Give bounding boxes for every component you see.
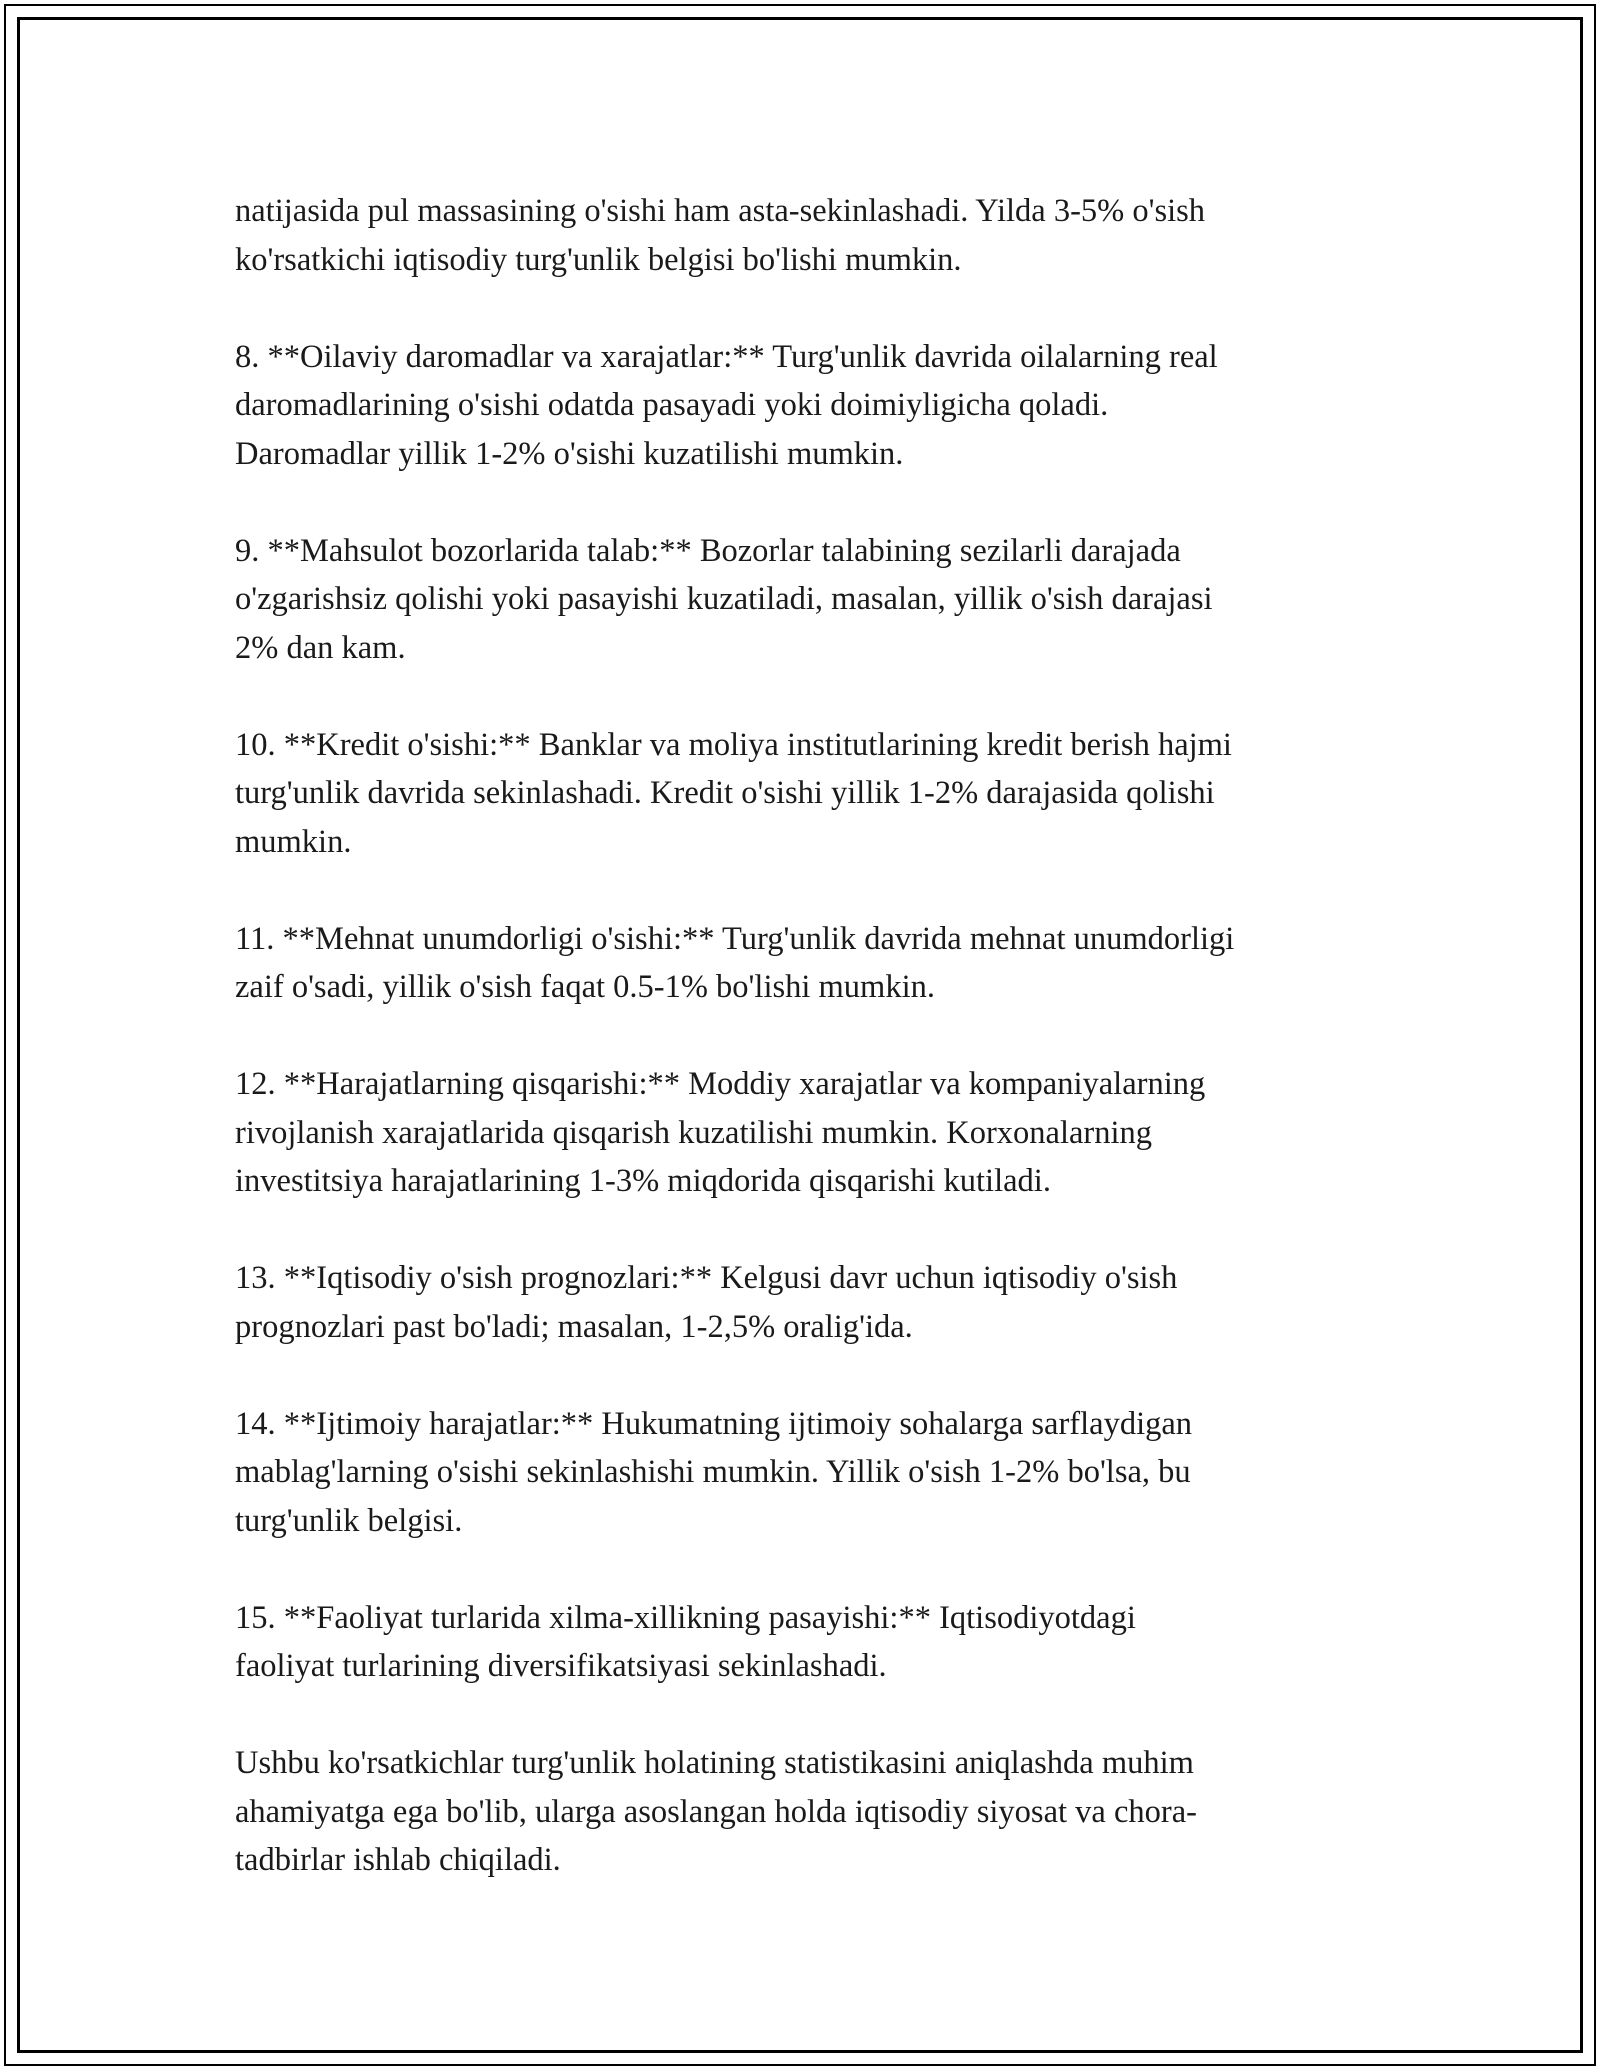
list-item-15-diversification [235, 1594, 1375, 1691]
text-line: ko'rsatkichi iqtisodiy turg'unlik belgisi bo'lishi mumkin. [235, 241, 962, 278]
text-line: 8. **Oilaviy daromadlar va xarajatlar:** Turg'unlik davrida oilalarning real [235, 338, 1218, 375]
text-line: ahamiyatga ega bo'lib, ularga asoslangan holda iqtisodiy siyosat va chora- [235, 1793, 1197, 1830]
text-line: mablag'larning o'sishi sekinlashishi mumkin. Yillik o'sish 1-2% bo'lsa, bu [235, 1454, 1191, 1490]
list-item-10-credit-growth [235, 721, 1375, 867]
text-line: tadbirlar ishlab chiqiladi. [235, 1842, 561, 1878]
text-line: zaif o'sadi, yillik o'sish faqat 0.5-1% bo'lishi mumkin. [235, 969, 935, 1005]
list-item-12-cost-reduction [235, 1060, 1375, 1206]
text-line: natijasida pul massasining o'sishi ham asta-sekinlashadi. Yilda 3-5% o'sish [235, 193, 1206, 229]
text-line: Ushbu ko'rsatkichlar turg'unlik holatining statistikasini aniqlashda muhim [235, 1745, 1194, 1781]
text-line: 2% dan kam. [235, 629, 406, 666]
paragraph-money-supply [235, 187, 1375, 284]
text-line: turg'unlik belgisi. [235, 1502, 463, 1539]
list-item-13-growth-forecasts [235, 1254, 1375, 1351]
text-line: investitsiya harajatlarining 1-3% miqdorida qisqarishi kutiladi. [235, 1163, 1051, 1199]
paragraph-conclusion [235, 1739, 1375, 1885]
text-line: 12. **Harajatlarning qisqarishi:** Moddiy xarajatlar va kompaniyalarning [235, 1066, 1206, 1102]
text-line: 15. **Faoliyat turlarida xilma-xillikning pasayishi:** Iqtisodiyotdagi [235, 1599, 1136, 1636]
text-line: rivojlanish xarajatlarida qisqarish kuzatilishi mumkin. Korxonalarning [235, 1114, 1153, 1151]
text-line: daromadlarining o'sishi odatda pasayadi yoki doimiyligicha qoladi. [235, 387, 1109, 423]
list-item-9-market-demand [235, 527, 1375, 673]
text-line: faoliyat turlarining diversifikatsiyasi sekinlashadi. [235, 1648, 887, 1684]
text-line: o'zgarishsiz qolishi yoki pasayishi kuzatiladi, masalan, yillik o'sish darajasi [235, 581, 1213, 617]
text-line: 9. **Mahsulot bozorlarida talab:** Bozorlar talabining sezilarli darajada [235, 532, 1181, 569]
list-item-14-social-spending [235, 1400, 1375, 1546]
text-line: prognozlari past bo'ladi; masalan, 1-2,5% oralig'ida. [235, 1308, 913, 1345]
document-body [235, 187, 1375, 1933]
list-item-11-labor-productivity [235, 915, 1375, 1012]
text-line: 14. **Ijtimoiy harajatlar:** Hukumatning ijtimoiy sohalarga sarflaydigan [235, 1405, 1193, 1442]
text-line: 10. **Kredit o'sishi:** Banklar va moliya institutlarining kredit berish hajmi [235, 726, 1232, 763]
text-line: Daromadlar yillik 1-2% o'sishi kuzatilishi mumkin. [235, 435, 904, 472]
text-line: 11. **Mehnat unumdorligi o'sishi:** Turg'unlik davrida mehnat unumdorligi [235, 920, 1235, 957]
text-line: mumkin. [235, 823, 352, 860]
list-item-8-household-income [235, 333, 1375, 479]
text-line: 13. **Iqtisodiy o'sish prognozlari:** Kelgusi davr uchun iqtisodiy o'sish [235, 1260, 1178, 1296]
text-line: turg'unlik davrida sekinlashadi. Kredit o'sishi yillik 1-2% darajasida qolishi [235, 775, 1215, 811]
